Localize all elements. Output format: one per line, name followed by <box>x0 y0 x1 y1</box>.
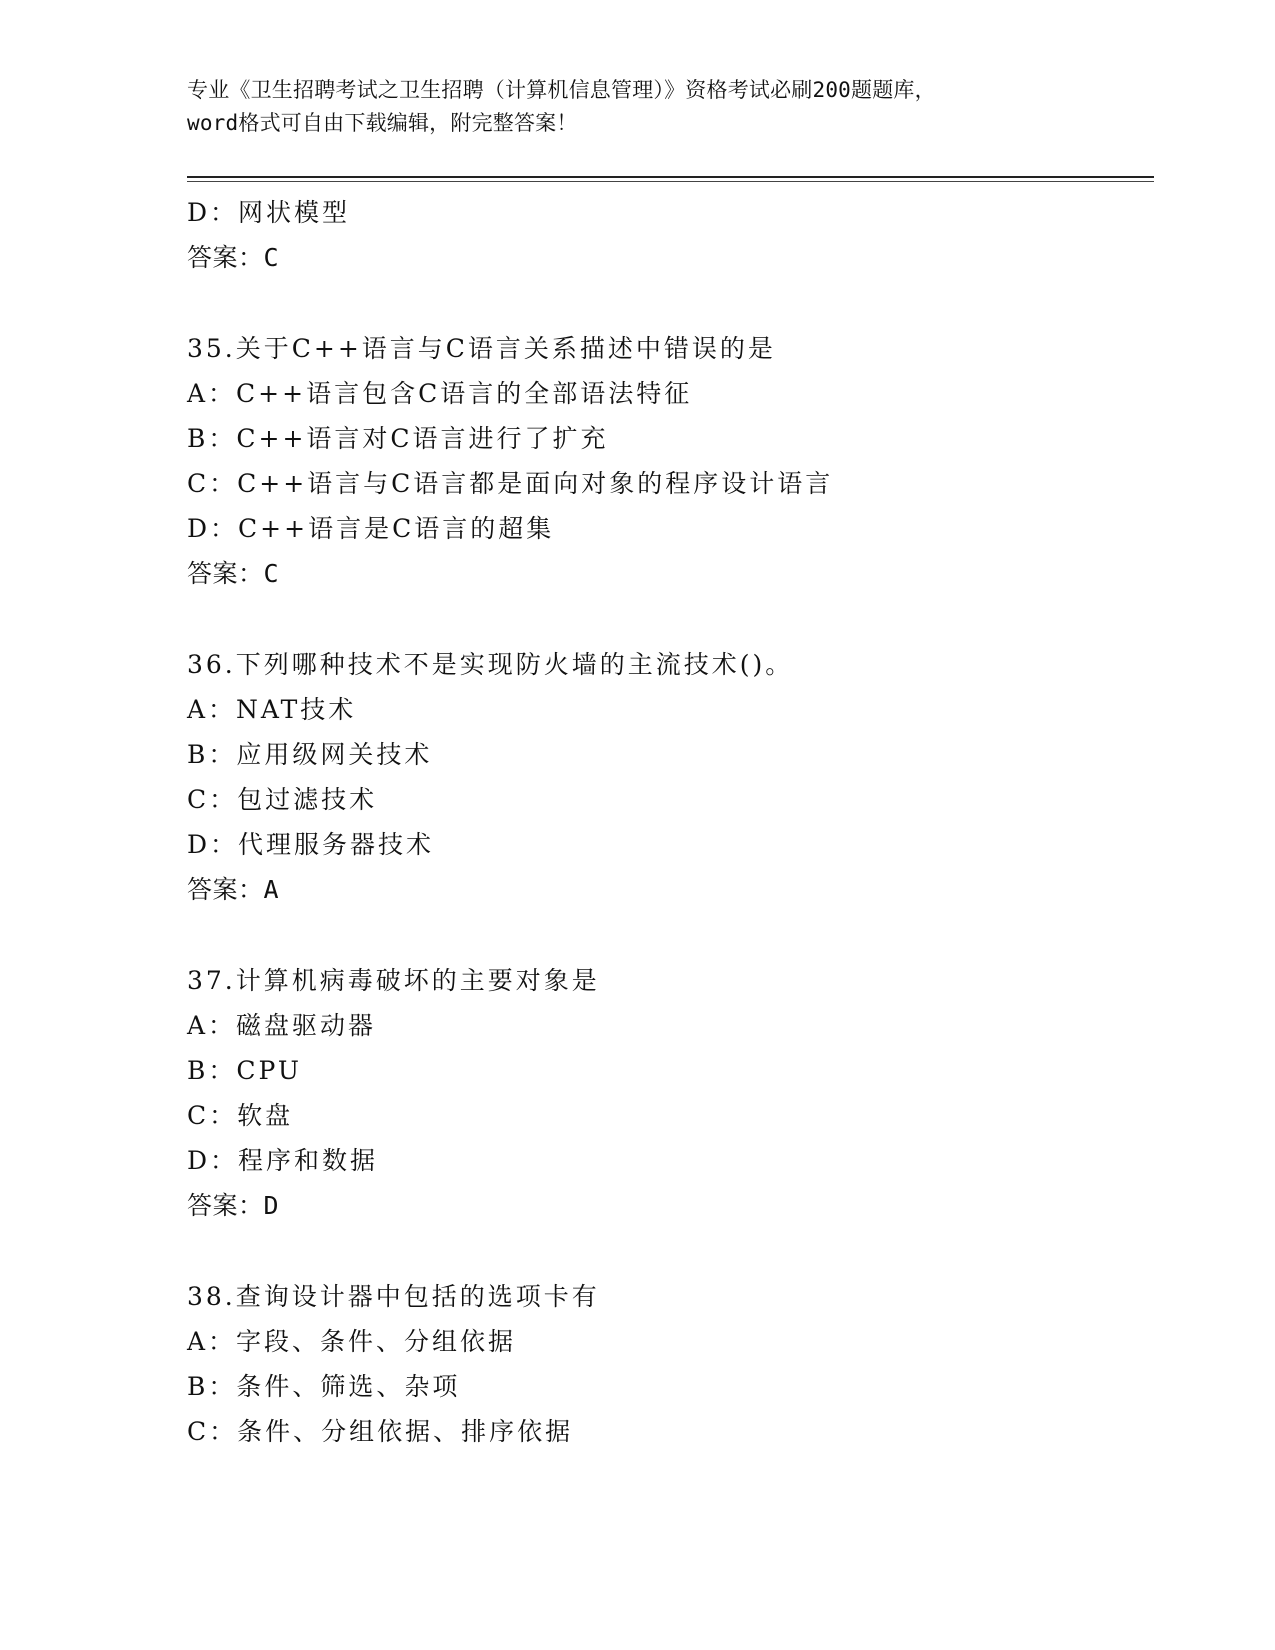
option-c: C：C++语言与C语言都是面向对象的程序设计语言 <box>187 469 834 498</box>
option-d: D：程序和数据 <box>187 1146 379 1175</box>
question-list <box>187 190 1167 1454</box>
header-title-line-1: 专业《卫生招聘考试之卫生招聘（计算机信息管理）》资格考试必刷200题题库， <box>187 78 936 102</box>
question-stem: 35.关于C++语言与C语言关系描述中错误的是 <box>187 334 776 363</box>
question-stem: 36.下列哪种技术不是实现防火墙的主流技术()。 <box>187 650 794 679</box>
option-a: A：字段、条件、分组依据 <box>187 1327 517 1356</box>
option-a: A：磁盘驱动器 <box>187 1011 377 1040</box>
header-title-line-2: word格式可自由下载编辑，附完整答案！ <box>187 111 578 135</box>
option-b: B：应用级网关技术 <box>187 740 433 769</box>
question-36 <box>187 642 1167 912</box>
option-d: D：网状模型 <box>187 198 351 227</box>
question-stem: 38.查询设计器中包括的选项卡有 <box>187 1282 600 1311</box>
option-c: C：包过滤技术 <box>187 785 378 814</box>
answer-line: 答案：C <box>187 243 280 272</box>
answer-line: 答案：D <box>187 1191 280 1220</box>
option-b: B：CPU <box>187 1056 302 1085</box>
question-37 <box>187 958 1167 1228</box>
question-38 <box>187 1274 1167 1454</box>
option-d: D：代理服务器技术 <box>187 830 435 859</box>
option-a: A：C++语言包含C语言的全部语法特征 <box>187 379 693 408</box>
question-stem: 37.计算机病毒破坏的主要对象是 <box>187 966 600 995</box>
question-fragment <box>187 190 1167 280</box>
option-d: D：C++语言是C语言的超集 <box>187 514 555 543</box>
option-c: C：软盘 <box>187 1101 294 1130</box>
option-c: C：条件、分组依据、排序依据 <box>187 1417 574 1446</box>
option-a: A：NAT技术 <box>187 695 357 724</box>
answer-line: 答案：C <box>187 559 280 588</box>
option-b: B：C++语言对C语言进行了扩充 <box>187 424 609 453</box>
header-divider-thin <box>187 181 1154 182</box>
question-35 <box>187 326 1167 596</box>
answer-line: 答案：A <box>187 875 280 904</box>
document-header <box>187 74 1067 140</box>
option-b: B：条件、筛选、杂项 <box>187 1372 461 1401</box>
header-divider-thick <box>187 176 1154 178</box>
